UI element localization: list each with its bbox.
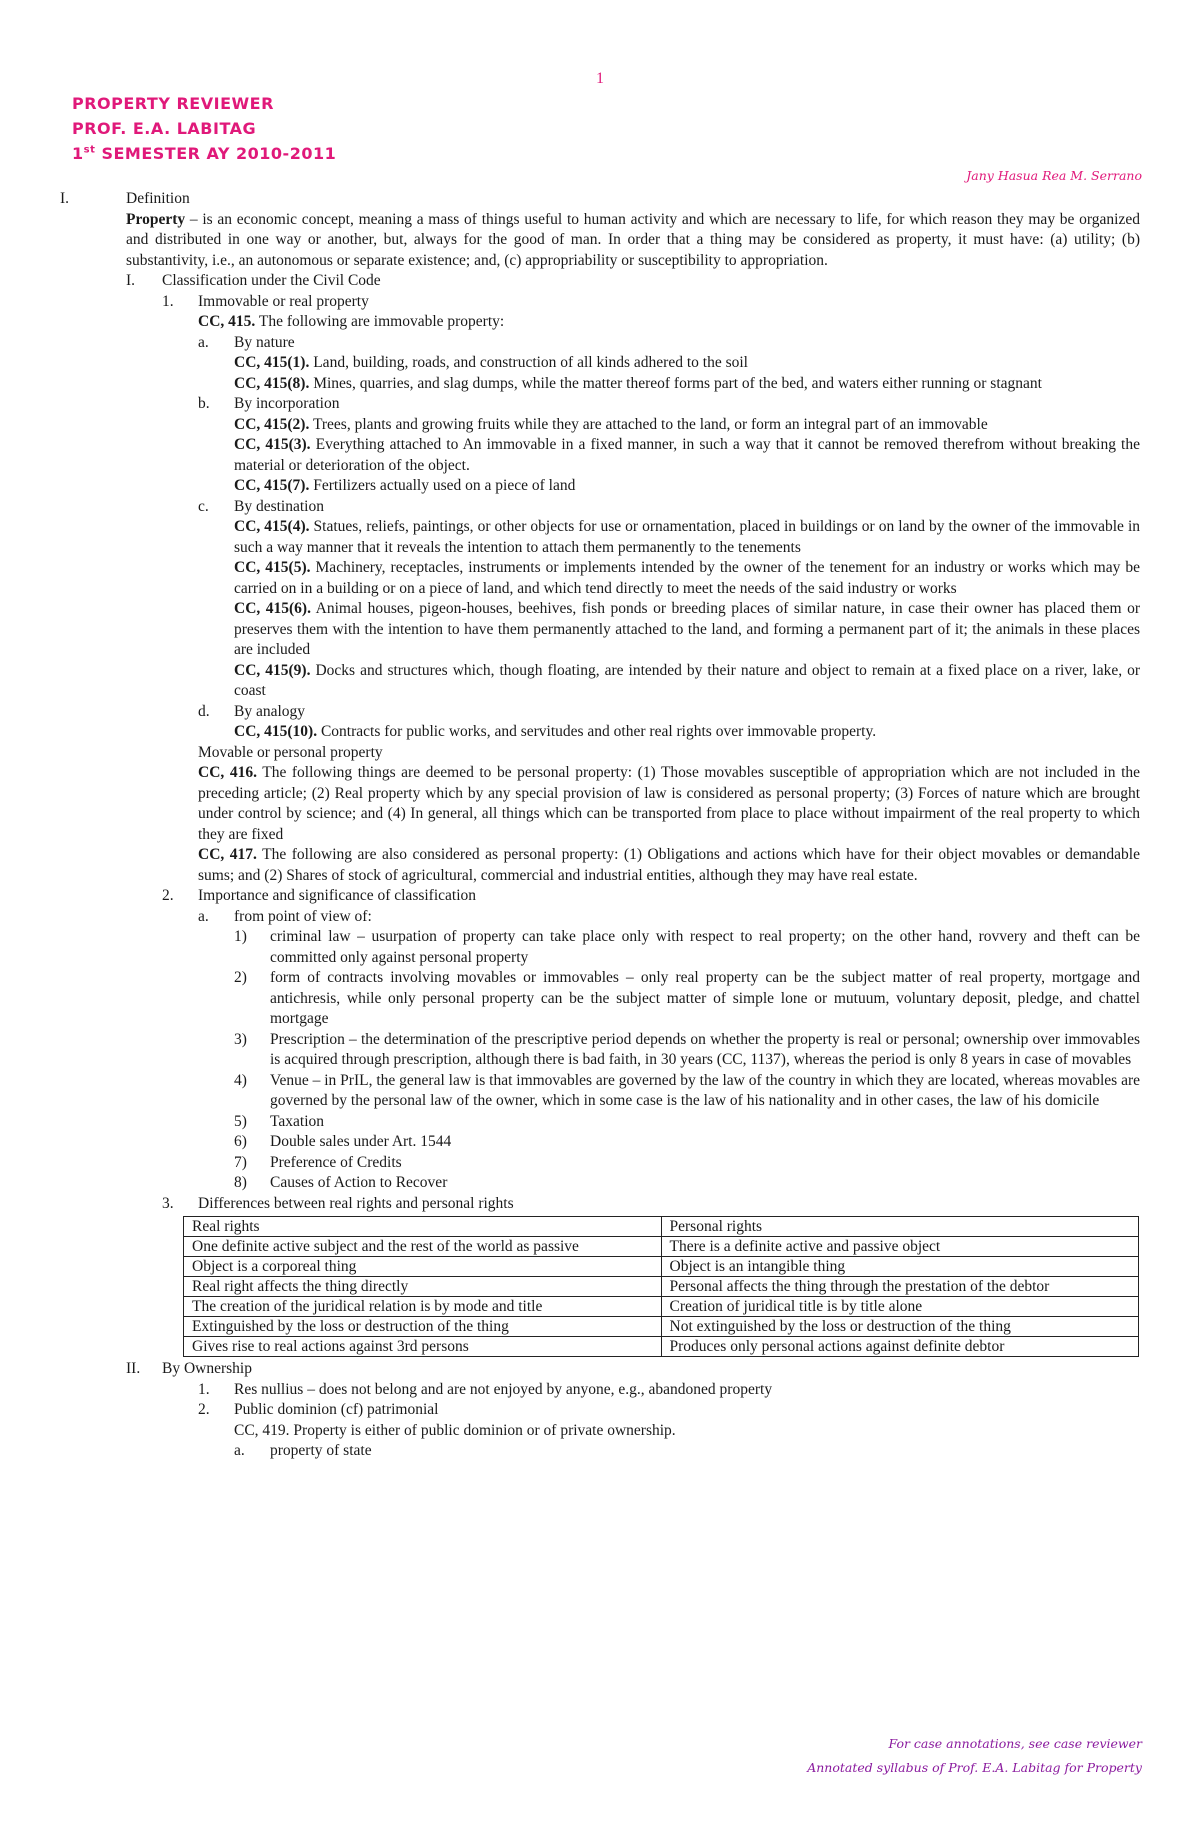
citation: CC, 415(6). [234,600,311,617]
item-text: Venue – in PrIL, the general law is that immovables are governed by the law of the country in which they are located, whereas movables are governed by the personal law of the owner, which in some case is the law of his nationality and in other cases, the law of his domicile [270,1071,1140,1109]
citation: CC, 415(7). [234,477,310,494]
cc-provision [234,415,1140,436]
item-text: Taxation [270,1112,325,1130]
table-cell: Produces only personal actions against definite debtor [661,1337,1139,1357]
differences-heading [60,1194,1140,1215]
table-cell: Extinguished by the loss or destruction of the thing [184,1317,662,1337]
item-text: Causes of Action to Recover [270,1174,448,1191]
table-header-row [184,1217,1139,1237]
item-marker: b. [198,395,210,412]
item-text: Double sales under Art. 1544 [270,1133,452,1150]
item-marker: 2. [162,887,174,904]
cc-provision [234,353,1140,374]
cc-provision [234,722,1140,743]
citation: CC, 415(5). [234,559,311,576]
header-professor: PROF. E.A. LABITAG [72,119,257,138]
citation-text: Mines, quarries, and slag dumps, while the matter thereof forms part of the bed, and waters either running or stagnant [309,374,1042,392]
citation-text: Docks and structures which, though floating, are intended by their nature and object to remain at a fixed place on a river, lake, or coast [234,661,1140,699]
cc-provision [234,517,1140,558]
by-destination-heading [60,497,1140,518]
cc-provision [234,476,1140,497]
table-row [184,1337,1139,1357]
citation-text: The following are immovable property: [255,313,505,330]
by-incorporation-heading [60,394,1140,415]
item-heading: Differences between real rights and personal rights [198,1194,514,1212]
by-analogy-heading [60,702,1140,723]
classification-heading [60,271,1140,292]
header-title: PROPERTY REVIEWER [72,94,274,113]
item-marker: 1. [198,1380,210,1398]
item-marker: 1) [234,928,247,945]
item-heading: By destination [234,497,324,515]
item-text: Res nullius – does not belong and are not enjoyed by anyone, e.g., abandoned property [234,1380,773,1398]
table-header-cell: Real rights [184,1217,662,1237]
item-text: criminal law – usurpation of property can take place only with respect to real property; on the other hand, rovvery and theft can be committed only against personal property [270,928,1140,966]
table-cell: There is a definite active and passive object [661,1237,1139,1257]
item-heading: Immovable or real property [198,292,369,310]
section-marker: II. [126,1360,141,1377]
table-row [184,1317,1139,1337]
table-cell: The creation of the juridical relation is by mode and title [184,1297,662,1317]
rights-comparison-table [183,1216,1139,1357]
citation-text: Trees, plants and growing fruits while they are attached to the land, or form an integral part of an immovable [309,415,988,433]
item-heading: By analogy [234,702,306,720]
definition-paragraph [126,210,1140,272]
footer-note: For case annotations, see case reviewer [888,1736,1142,1751]
cc-provision [234,435,1140,476]
item-marker: a. [234,1442,245,1459]
citation-text: Land, building, roads, and construction of all kinds adhered to the soil [309,354,748,371]
ownership-subitem [60,1441,1140,1462]
cc-provision [198,763,1140,845]
item-marker: 8) [234,1174,247,1191]
table-cell: One definite active subject and the rest of the world as passive [184,1237,662,1257]
cc-provision [234,599,1140,661]
cc415-paragraph [198,312,1140,333]
item-heading: By nature [234,333,295,351]
item-heading: Importance and significance of classification [198,887,477,904]
item-heading: By incorporation [234,395,340,412]
section-heading: Definition [126,190,190,207]
author-signature: Jany Hasua Rea M. Serrano [966,168,1142,183]
footer-syllabus: Annotated syllabus of Prof. E.A. Labitag for Property [807,1760,1142,1775]
item-marker: 2) [234,969,247,986]
item-marker: 1. [162,292,174,310]
movable-heading: Movable or personal property [198,743,383,761]
table-cell: Real right affects the thing directly [184,1277,662,1297]
table-header-cell: Personal rights [661,1217,1139,1237]
cc-provision [234,661,1140,702]
table-cell: Not extinguished by the loss or destruction of the thing [661,1317,1139,1337]
by-nature-heading [60,333,1140,354]
definition-heading [60,189,1140,210]
table-row [184,1257,1139,1277]
section-heading: Classification under the Civil Code [162,272,381,289]
importance-item [234,1112,1140,1133]
item-marker: 5) [234,1112,247,1130]
citation-text: Everything attached to An immovable in a fixed manner, in such a way that it cannot be removed therefrom without breaking the material or deterioration of the object. [234,436,1140,474]
ownership-heading [60,1359,1140,1380]
importance-item [234,927,1140,968]
table-row [184,1237,1139,1257]
item-marker: c. [198,497,209,515]
definition-term: Property [126,210,186,228]
item-marker: a. [198,333,209,351]
item-text: Preference of Credits [270,1153,402,1171]
item-text: Prescription – the determination of the prescriptive period depends on whether the property is real or personal; ownership over immovables is acquired through prescription, although there is bad faith, in 30 years (CC, 1137), whereas the period is only 8 years in case of movables [270,1030,1140,1068]
importance-heading [60,886,1140,907]
semester-number: 1 [72,144,84,163]
importance-item [234,1153,1140,1174]
item-marker: a. [198,907,209,925]
citation: CC, 415(1). [234,354,310,371]
table-cell: Object is an intangible thing [661,1257,1139,1277]
table-cell: Object is a corporeal thing [184,1257,662,1277]
ownership-item [60,1380,1140,1401]
cc419-provision: CC, 419. Property is either of public dominion or of private ownership. [234,1421,676,1439]
item-marker: 6) [234,1133,247,1150]
citation-text: Animal houses, pigeon-houses, beehives, fish ponds or breeding places of similar nature, in case their owner has placed them or preserves them with the intention to have them permanently attached to the land, and forming a permanent part of it; the animals in these places are included [234,600,1141,658]
item-text: Public dominion (cf) patrimonial [234,1401,439,1418]
importance-list [60,927,1140,1194]
citation-text: Machinery, receptacles, instruments or implements intended by the owner of the tenement for an industry or works which may be carried on in a building or on a piece of land, and which tend directly to meet the needs of the said industry or works [234,559,1141,597]
document-body [60,189,1140,1462]
section-marker: I. [126,272,136,289]
citation-text: The following are also considered as personal property: (1) Obligations and actions which have for their object movables or demandable sums; and (2) Shares of stock of agricultural, commercial and industrial entities, although they may have real estate. [198,846,1140,884]
table-cell: Gives rise to real actions against 3rd persons [184,1337,662,1357]
citation: CC, 417. [198,846,257,863]
citation: CC, 415(4). [234,518,310,535]
semester-text: SEMESTER AY 2010-2011 [95,144,337,163]
citation: CC, 415(3). [234,436,311,453]
table-cell: Creation of juridical title is by title alone [661,1297,1139,1317]
citation: CC, 415. [198,313,256,330]
table-row [184,1277,1139,1297]
citation: CC, 415(8). [234,374,310,392]
definition-text: – is an economic concept, meaning a mass of things useful to human activity and which are necessary to life, for which reason they may be organized and distributed in one way or another, but, always for the good of man. In order that a thing may be considered as property, it must have: (a) utility; (b) substantivity, i.e., an autonomous or separate existence; and, (c) appropriability or susceptibility to appropriation. [126,210,1140,269]
page-number: 1 [596,70,604,87]
item-text: form of contracts involving movables or immovables – only real property can be the subject matter of real property, mortgage and antichresis, while only personal property can be the subject matter of simple lone or mutuum, voluntary deposit, pledge, and chattel mortgage [270,969,1140,1027]
importance-item [234,968,1140,1030]
table-cell: Personal affects the thing through the prestation of the debtor [661,1277,1139,1297]
section-heading: By Ownership [162,1360,252,1377]
header-semester [72,144,336,163]
citation: CC, 415(9). [234,661,311,679]
citation: CC, 416. [198,764,257,781]
item-marker: d. [198,702,210,720]
item-marker: 2. [198,1401,210,1418]
section-marker: I. [60,190,70,207]
item-marker: 7) [234,1153,247,1171]
citation: CC, 415(2). [234,415,310,433]
cc-provision [234,558,1140,599]
immovable-heading [60,292,1140,313]
item-marker: 3. [162,1194,174,1212]
ownership-item [60,1400,1140,1421]
citation: CC, 415(10). [234,723,318,740]
table-row [184,1297,1139,1317]
item-text: property of state [270,1442,372,1459]
cc-provision [234,374,1140,395]
citation-text: The following things are deemed to be personal property: (1) Those movables susceptible of appropriation which are not included in the preceding article; (2) Real property which by any special provision of law is considered as personal property; (3) Forces of nature which are brought under control by science; and (4) In general, all things which can be transported from place to place without impairment of the real property to which they are fixed [198,764,1141,843]
importance-item [234,1132,1140,1153]
cc-provision [198,845,1140,886]
importance-item [234,1173,1140,1194]
citation-text: Statues, reliefs, paintings, or other objects for use or ornamentation, placed in buildings or on land by the owner of the immovable in such a way manner that it reveals the intention to attach them permanently to the tenements [234,518,1140,556]
importance-subheading [60,907,1140,928]
citation-text: Contracts for public works, and servitudes and other real rights over immovable property. [317,723,877,740]
item-marker: 3) [234,1030,247,1048]
item-marker: 4) [234,1071,247,1089]
semester-suffix: st [83,144,96,156]
importance-item [234,1071,1140,1112]
citation-text: Fertilizers actually used on a piece of land [309,477,576,494]
item-heading: from point of view of: [234,907,372,925]
importance-item [234,1030,1140,1071]
